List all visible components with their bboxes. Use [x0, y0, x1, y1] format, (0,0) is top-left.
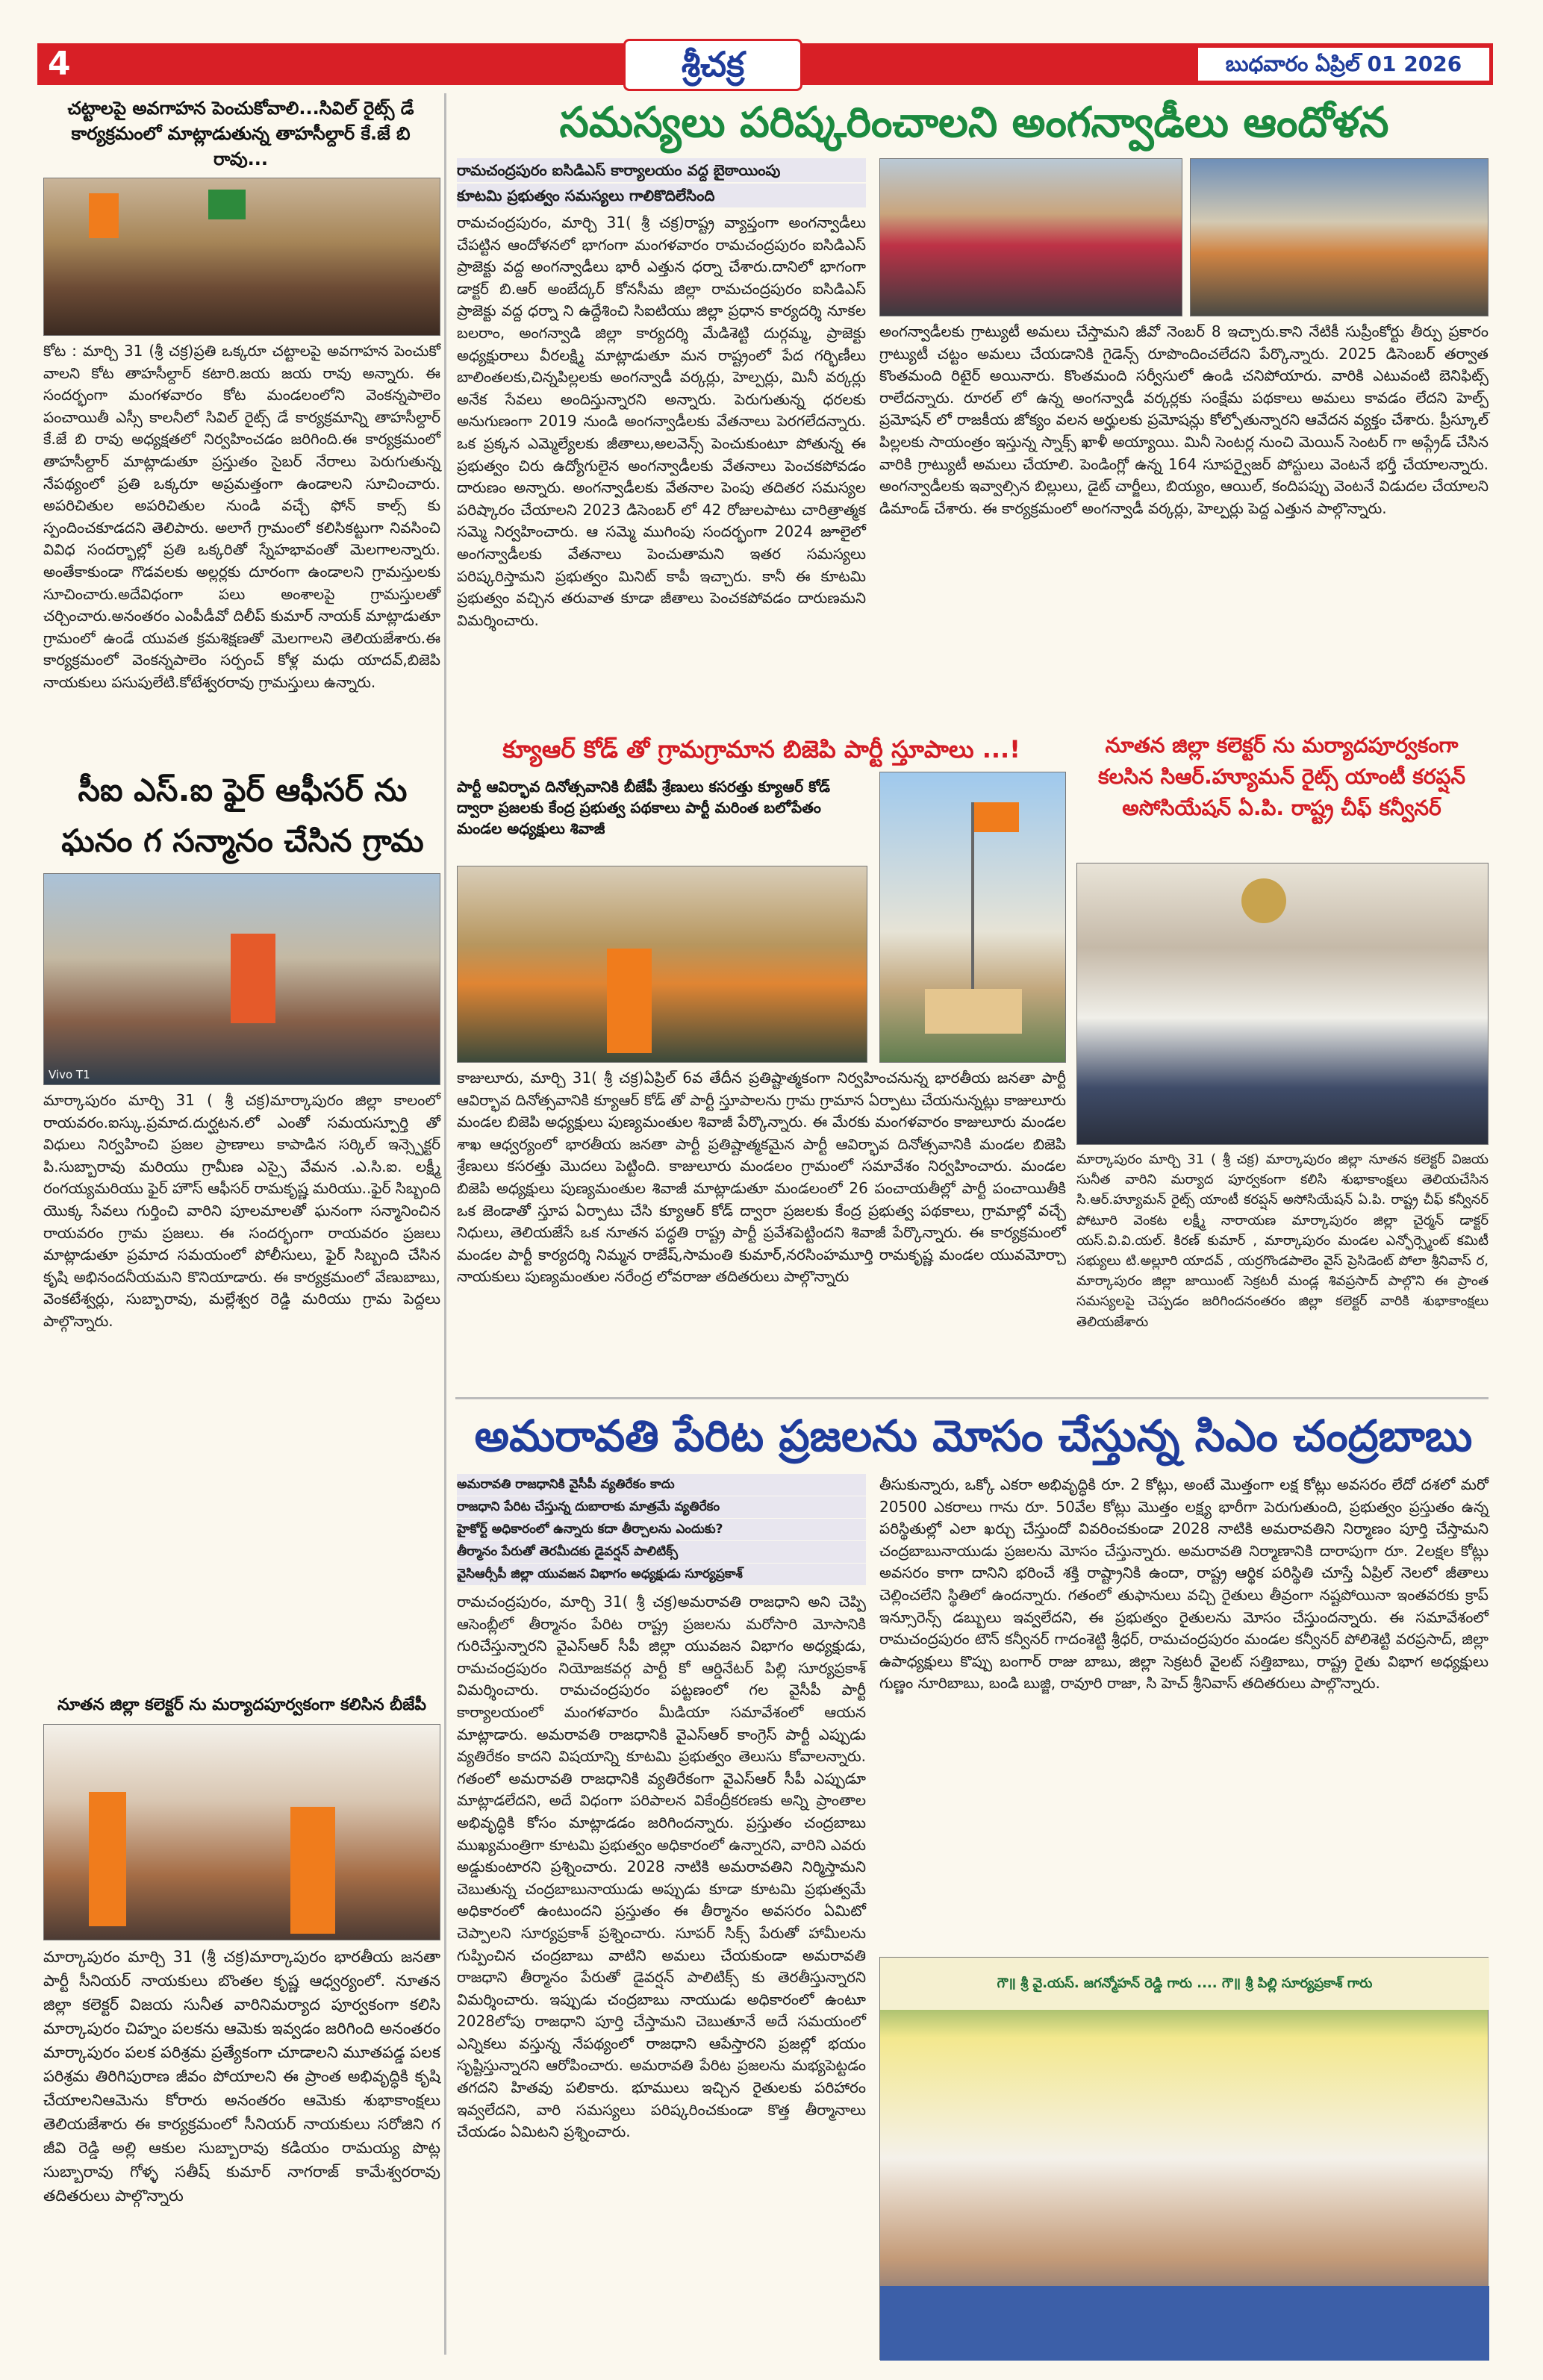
newspaper-logo: శ్రీచక్ర	[623, 39, 802, 91]
amaravati-subhead-5: వైసిఆర్సీపీ జిల్లా యువజన విభాగం అధ్యక్షుడు సూర్యప్రకాశ్	[457, 1564, 866, 1585]
qr-subhead: పార్టీ ఆవిర్భావ దినోత్సవానికి బీజేపీ శ్రేణులు కసరత్తు క్యూఆర్ కోడ్ ద్వారా ప్రజలకు కేంద్ర ప్రభుత్వ పథకాలు పార్టీ మరింత బలోపేతం మండల అధ్యక్షులు శివాజీ	[457, 778, 831, 837]
page-number: 4	[48, 45, 71, 83]
photo-honour-ceremony	[43, 873, 440, 1085]
photo-bjp-collector	[43, 1724, 440, 1940]
story-civil-rights-body: కోట : మార్చి 31 (శ్రీ చక్ర)ప్రతి ఒక్కరూ చట్టాలపై అవగాహన పెంచుకో వాలని కోట తాహసీల్దార్ కటారి.జయ జయ రావు అన్నారు. ఈ సందర్భంగా మంగళవారం కోట మండలంలోని వెంకన్నపాలెం పంచాయితీ ఎస్సీ కాలనీలో సివిల్ రైట్స్ డే కార్యక్రమాన్ని తాహసీల్దార్ కే.జే బి రావు అధ్యక్షతలో నిర్వహించడం జరిగింది.ఈ కార్యక్రమంలో తాహసీల్దార్ మాట్లాడుతూ ప్రస్తుతం సైబర్ నేరాలు పెరుగుతున్న నేపథ్యంలో ప్రతి ఒక్కరూ అప్రమత్తంగా ఉండాలని సూచించారు. అపరిచితుల అపరిచితుల నుండి వచ్చే ఫోన్ కాల్స్ కు స్పందించకూడదని తెలిపారు. అలాగే గ్రామంలో కలిసికట్టుగా నివసించి వివిధ సందర్భాల్లో ప్రతి ఒక్కరితో స్నేహభావంతో మెలగాలన్నారు. అంతేకాకుండా గొడవలకు అల్లర్లకు దూరంగా ఉండాలని గ్రామస్తులకు సూచించారు.అదేవిధంగా పలు అంశాలపై గ్రామస్తులతో చర్చించారు.అనంతరం ఎంపీడీవో దిలీప్ కుమార్ నాయక్ మాట్లాడుతూ గ్రామంలో ఉండే యువత క్రమశిక్షణతో మెలగాలని తెలియజేశారు.ఈ కార్యక్రమంలో వెంకన్నపాలెం సర్పంచ్ కోళ్ల మధు యాదవ్,బిజెపి నాయకులు పసుపులేటి.కోటేశ్వరరావు గ్రామస్తులు ఉన్నారు.	[43, 342, 440, 691]
headline-cisf-honour: సీఐ ఎస్.ఐ ఫైర్ ఆఫీసర్ ను ఘనం గ సన్మానం చేసిన గ్రామ	[61, 772, 424, 859]
photo-collector-visit	[1076, 863, 1489, 1145]
amaravati-subhead-3: హైకోర్ట్ అధికారంలో ఉన్నారు కదా తీర్చాలను ఎందుకు?	[457, 1519, 866, 1540]
section-rule	[455, 1397, 1489, 1399]
headline-amaravati: అమరావతి పేరిట ప్రజలను మోసం చేస్తున్న సిఎం చంద్రబాబు	[474, 1411, 1473, 1461]
photo-watermark: Vivo T1	[49, 1068, 90, 1081]
anganwadi-subhead-1: రామచంద్రపురం ఐసిడిఎస్ కార్యాలయం వద్ద బైఠాయింపు	[457, 158, 866, 182]
photo-anganwadi-office	[1190, 158, 1489, 316]
photo-anganwadi-dharna	[879, 158, 1182, 316]
headline-new-collector: నూతన జిల్లా కలెక్టర్ ను మర్యాదపూర్వకంగా కలసిన సిఆర్.హ్యూమన్ రైట్స్ యాంటీ కరప్షన్ అసోసియేషన్ ఏ.పి. రాష్ట్ర చీఫ్ కన్వీనర్	[1097, 733, 1466, 820]
photo-ysrcp-press-meet	[879, 1957, 1489, 2360]
anganwadi-body-left: రామచంద్రపురం, మార్చి 31( శ్రీ చక్ర)రాష్ట్ర వ్యాప్తంగా అంగన్వాడీలు చేపట్టిన ఆందోళనలో భాగంగా మంగళవారం రామచంద్రపురం ఐసిడిఎస్ ప్రాజెక్టు వద్ద అంగన్వాడీలు భారీ ఎత్తున ధర్నా చేశారు.దానిలో భాగంగా డాక్టర్ బి.ఆర్ అంబేద్కర్ కోనసీమ జిల్లా రామచంద్రపురం ఐసిడిఎస్ ప్రాజెక్టు వద్ద ధర్నా ని ఉద్దేశించి సిఐటియు జిల్లా ప్రధాన కార్యదర్శి నూకల బలరాం, అంగన్వాడి జిల్లా కార్యదర్శి మేడిశెట్టి దుర్గమ్మ, ప్రాజెక్టు అధ్యక్షురాలు వీరలక్ష్మి మాట్లాడుతూ మన రాష్ట్రంలో పేద గర్భిణీలు బాలింతలకు,చిన్నపిల్లలకు అంగన్వాడీ వర్కర్లు, హెల్పర్లు, మినీ వర్కర్లు అనేక సేవలు అందిస్తున్నారని అన్నారు. పెరుగుతున్న ధరలకు అనుగుణంగా 2019 నుండి అంగన్వాడీలకు వేతనాలు పెరగలేదన్నారు. ఒక ప్రక్కన ఎమ్మెల్యేలకు జీతాలు,అలవెన్స్ పెంచుకుంటూ పోతున్న ఈ ప్రభుత్వం చిరు ఉద్యోగులైన అంగన్వాడీలకు వేతనాలు పెంచకపోవడం దారుణం అన్నారు. అంగన్వాడీలకు వేతనాల పెంపు తదితర సమస్యల పరిష్కారం చేయాలని 2023 డిసెంబర్ లో 42 రోజులపాటు చారిత్రాత్మక సమ్మె నిర్వహించారు. ఆ సమ్మె ముగింపు సందర్భంగా 2024 జూలైలో అంగన్వాడీలకు వేతనాలు పెంచుతామని ఇతర సమస్యలు పరిష్కరిస్తామని ప్రభుత్వం మినిట్ కాపీ ఇచ్చారు. కానీ ఈ కూటమి ప్రభుత్వం వచ్చిన తరువాత కూడా జీతాలు పెంచకపోవడం దారుణమని విమర్శించారు.	[457, 213, 866, 629]
story-cisf-body: మార్కాపురం మార్చి 31 ( శ్రీ చక్ర)మార్కాపురం జిల్లా కాలంలో రాయవరం.ఐస్కు.ప్రమాద.దుర్ఘటన.లో ఎంతో సమయస్పూర్తి తో విధులు నిర్వహించి ప్రజల ప్రాణాలు కాపాడిన సర్కిల్ ఇన్స్పెక్టర్ పి.సుబ్బారావు మరియు గ్రామీణ ఎస్సై వేమన .ఎ.సి.ఐ. లక్ష్మీ రంగయ్యమరియు ఫైర్ హౌస్ ఆఫీసర్ రామకృష్ణ మరియు..ఫైర్ సిబ్బంది యొక్క సేవలు గుర్తించి వారిని పూలమాలతో ఘనంగా సన్మానించిన రాయవరం గ్రామ ప్రజలు. ఈ సందర్భంగా రాయవరం ప్రజలు మాట్లాడుతూ ప్రమాద సమయంలో పోలీసులు, ఫైర్ సిబ్బంది చేసిన కృషి అభినందనీయమని కొనియాడారు. ఈ కార్యక్రమంలో వేణుబాబు, వెంకటేశ్వర్లు, సుబ్బారావు, మల్లేశ్వర రెడ్డి మరియు గ్రామ పెద్దలు పాల్గొన్నారు.	[43, 1091, 440, 1330]
anganwadi-subhead-2: కూటమి ప్రభుత్వం సమస్యలు గాలికొదిలేసింది	[457, 184, 866, 207]
amaravati-body-right: తీసుకున్నారు, ఒక్కో ఎకరా అభివృద్ధికి రూ. 2 కోట్లు, అంటే మొత్తంగా లక్ష కోట్లు అవసరం లేదో దశలో మరో 20500 ఎకరాలు గాను రూ. 50వేల కోట్లు మొత్తం లక్ష్య భారీగా పెరుగుతుంది, ప్రభుత్వం ప్రస్తుతం ఉన్న పరిస్థితుల్లో ఎలా ఖర్చు చేస్తుందో వివరించకుండా 2028 నాటికి అమరావతిని నిర్మాణం పూర్తి చేస్తామని చంద్రబాబునాయుడు ప్రజలను మోసం చేస్తున్నారు. అమరావతి నిర్మాణానికి దారాపుగా రూ. 2లక్షల కోట్లు అవసరం కాగా దానిని భరించే శక్తి రాష్ట్రానికి ఉందా, రాష్ట్ర ఆర్థిక పరిస్థితి చూస్తే ఏప్రిల్ నెలలో జీతాలు చెల్లించలేని స్థితిలో ఉందన్నారు. గతంలో తుఫానులు వచ్చి రైతులు తీవ్రంగా నష్టపోయినా ఇంతవరకు క్రాప్ ఇన్సూరెన్స్ డబ్బులు ఇవ్వలేదని, ఈ ప్రభుత్వం రైతులను మోసం చేస్తుందన్నారు. ఈ సమావేశంలో రామచంద్రపురం టౌన్ కన్వీనర్ గాదంశెట్టి శ్రీధర్, రామచంద్రపురం మండల కన్వీనర్ పోలిశెట్టి వరప్రసాద్, జిల్లా ఉపాధ్యక్షులు కొప్పు బంగార్ రాజు బాబు, జిల్లా సెక్రటరీ వైలట్ సత్తిబాబు, రాష్ట్ర రైతు విభాగ అధ్యక్షులు గుణ్ణం నూరిబాబు, బండి బుజ్జి, రావూరి రాజా, సి హెచ్ శ్రీనివాస్ తదితరులు పాల్గొన్నారు.	[879, 1475, 1489, 1693]
amaravati-subhead-2: రాజధాని పేరిట చేస్తున్న దుబారాకు మాత్రమే వ్యతిరేకం	[457, 1496, 866, 1518]
anganwadi-body-right: అంగన్వాడీలకు గ్రాట్యుటీ అమలు చేస్తామని జీవో నెంబర్ 8 ఇచ్చారు.కాని నేటికీ సుప్రీంకోర్టు తీర్పు ప్రకారం గ్రాట్యుటీ చట్టం అమలు చేయడానికి గైడెన్స్ రూపొందించలేదని పేర్కొన్నారు. 2025 డిసెంబర్ తర్వాత కొంతమంది రిటైర్ అయినారు. కొంతమంది సర్వీసులో ఉండి చనిపోయారు. వారికి ఎటువంటి బెనిఫిట్స్ రాలేదన్నారు. రూరల్ లో ఉన్న అంగన్వాడీ వర్కర్లకు సంక్షేమ పథకాలు అమలు కావడం లేదని హెల్ప్ ప్రమోషన్ లో రాజకీయ జోక్యం వలన అర్హులకు ప్రమోషన్లు కోల్పోతున్నారని ఆవేదన వ్యక్తం చేశారు. ప్రీస్కూల్ పిల్లలకు సాయంత్రం ఇస్తున్న స్నాక్స్ ఖాళీ అయ్యాయి. మినీ సెంటర్ల నుంచి మెయిన్ సెంటర్ గా అప్గ్రేడ్ చేసిన వారికి గ్రాట్యుటీ అమలు చేయాలి. పెండింగ్లో ఉన్న 164 సూపర్వైజర్ పోస్టులు వెంటనే భర్తీ చేయాలన్నారు. అంగన్వాడీలకు ఇవ్వాల్సిన బిల్లులు, డైట్ చార్జీలు, బియ్యం, ఆయిల్, కందిపప్పు వెంటనే విడుదల చేయాలని డిమాండ్ చేశారు. ఈ కార్యక్రమంలో అంగన్వాడీ వర్కర్లు, హెల్పర్లు పెద్ద ఎత్తున పాల్గొన్నారు.	[879, 322, 1489, 517]
photo-bjp-meeting	[457, 866, 867, 1063]
headline-bjp-collector: నూతన జిల్లా కలెక్టర్ ను మర్యాదపూర్వకంగా కలిసిన బీజేపీ	[57, 1696, 426, 1714]
story-bjp-collector-body: మార్కాపురం మార్చి 31 (శ్రీ చక్ర)మార్కాపురం భారతీయ జనతా పార్టీ సీనియర్ నాయకులు బొంతల కృష్ణ ఆధ్వర్యంలో. నూతన జిల్లా కలెక్టర్ విజయ సునీత వారినిమర్యాద పూర్వకంగా కలిసి మార్కాపురం చిహ్నం పలకను ఆమెకు ఇవ్వడం జరిగింది అనంతరం మార్కాపురం పలక పరిశ్రమ ప్రత్యేకంగా చూడాలని మూతపడ్డ పలక పరిశ్రమ తిరిగిపురాణ జీవం పోయాలని ఈ ప్రాంత అభివృద్ధికి కృషి చేయాలనిఆమెను కోరారు అనంతరం ఆమెకు శుభాకాంక్షలు తెలియజేశారు ఈ కార్యక్రమంలో సీనియర్ నాయకులు సరోజిని గ జీవి రెడ్డి అల్లి ఆకుల సుబ్బారావు కడియం రామయ్య పొట్ల సుబ్బారావు గోళ్ళ సతీష్ కుమార్ నాగరాజ్ కామేశ్వరరావు తదితరులు పాల్గొన్నారు	[43, 1948, 440, 2205]
photo-civil-rights-meeting	[43, 178, 440, 336]
headline-civil-rights: చట్టాలపై అవగాహన పెంచుకోవాలి...సివిల్ రైట్స్ డే కార్యక్రమంలో మాట్లాడుతున్న తాహసీల్దార్ కే.జే బి రావు...	[67, 98, 414, 169]
headline-anganwadi: సమస్యలు పరిష్కరించాలని అంగన్వాడీలు ఆందోళన	[559, 99, 1389, 147]
new-collector-body: మార్కాపురం మార్చి 31 ( శ్రీ చక్ర) మార్కాపురం జిల్లా నూతన కలెక్టర్ విజయ సునీత వారిని మర్యాద పూర్వకంగా కలిసి శుభాకాంక్షలు తెలియచేసిన సి.ఆర్.హ్యూమన్ రైట్స్ యాంటీ కరప్షన్ అసోసియేషన్ ఏ.పి. రాష్ట్ర చీఫ్ కన్వీనర్ పోటూరి వెంకట లక్ష్మీ నారాయణ మార్కాపురం జిల్లా చైర్మన్ డాక్టర్ యస్.వి.వి.యల్. కిరణ్ కుమార్ , మార్కాపురం మండల ఎన్ఫోర్స్మెంట్ కమిటీ సభ్యులు టి.అల్లూరి యాదవ్ , యర్రగొండపాలెం వైస్ ప్రెసిడెంట్ పోలా శ్రీనివాస్ ర, మార్కాపురం జిల్లా జాయింట్ సెక్రటరీ మండ్ల శివప్రసాద్ పాల్గొని ఈ ప్రాంత సమస్యలపై చెప్పడం జరిగిందనంతరం జిల్లా కలెక్టర్ వారికి శుభాకాంక్షలు తెలియజేశారు	[1076, 1152, 1489, 1330]
issue-date: బుధవారం ఏప్రిల్ 01 2026	[1198, 48, 1489, 81]
photo-banner-text: గౌ॥ శ్రీ వై.యస్. జగన్మోహన్ రెడ్డి గారు .... గౌ॥ శ్రీ పిల్లి సూర్యప్రకాశ్ గారు	[880, 1958, 1489, 2010]
amaravati-body-left: రామచంద్రపురం, మార్చి 31( శ్రీ చక్ర)అమరావతి రాజధాని అని చెప్పి ఆసెంబ్లీలో తీర్మానం పేరిట రాష్ట్ర ప్రజలను మరోసారి మోసానికి గురిచేస్తున్నారని వైఎస్ఆర్ సీపీ జిల్లా యువజన విభాగం అధ్యక్షుడు, రామచంద్రపురం నియోజకవర్గ పార్టీ కో ఆర్డినేటర్ పిల్లి సూర్యప్రకాశ్ విమర్శించారు. రామచంద్రపురం పట్టణంలో గల వైసీపీ పార్టీ కార్యాలయంలో మంగళవారం మీడియా సమావేశంలో ఆయన మాట్లాడారు. అమరావతి రాజధానికి వైఎస్ఆర్ కాంగ్రెస్ పార్టీ ఎప్పుడు వ్యతిరేకం కాదని విషయాన్ని కూటమి ప్రభుత్వం తెలుసు కోవాలన్నారు. గతంలో అమరావతి రాజధానికి వ్యతిరేకంగా వైఎస్ఆర్ సీపీ ఎప్పుడూ మాట్లాడలేదని, అదే విధంగా పరిపాలన వికేంద్రీకరణకు అన్ని ప్రాంతాల అభివృద్ధికి కోసం మాట్లాడడం జరిగిందన్నారు. ప్రస్తుతం చంద్రబాబు ముఖ్యమంత్రిగా కూటమి ప్రభుత్వం అధికారంలో ఉన్నారని, వారిని ఎవరు అడ్డుకుంటారని ప్రశ్నించారు. 2028 నాటికి అమరావతిని నిర్మిస్తామని చెబుతున్న చంద్రబాబునాయుడు అప్పుడు కూడా కూటమి ప్రభుత్వమే అధికారంలో ఉంటుందని ప్రస్తుతం ఈ తీర్మానం అవసరం ఏమిటో చెప్పాలని సూర్యప్రకాశ్ ప్రశ్నించారు. సూపర్ సిక్స్ పేరుతో హామీలను గుప్పించిన చంద్రబాబు వాటిని అమలు చేయకుండా అమరావతి రాజధాని తీర్మానం పేరుతో డైవర్షన్ పాలిటిక్స్ కు తెరతీస్తున్నారని విమర్శించారు. ఇప్పుడు చంద్రబాబు నాయుడు అధికారంలో ఉంటూ 2028లోపు రాజధాని పూర్తి చేస్తామని చెబుతూనే అదే సమయంలో ఎన్నికలు వస్తున్న నేపథ్యంలో రాజధాని ఆపేస్తారని ప్రజల్లో భయం సృష్టిస్తున్నారని ఆరోపించారు. అమరావతి పేరిట ప్రజలను మభ్యపెట్టడం తగదని హితవు పలికారు. భూములు ఇచ్చిన రైతులకు పరిహారం ఇవ్వలేదని, వారి సమస్యలు పరిష్కరించకుండా కొత్త తీర్మానాలు చేయడం ఏమిటని ప్రశ్నించారు.	[457, 1593, 866, 2141]
photo-bjp-stupa	[879, 772, 1066, 1063]
headline-qr-stupas: క్యూఆర్ కోడ్ తో గ్రామగ్రామాన బిజెపి పార్టీ స్తూపాలు ...!	[502, 735, 1020, 763]
amaravati-subhead-4: తీర్మానం పేరుతో తెరమీదకు డైవర్షన్ పాలిటిక్స్	[457, 1541, 866, 1563]
qr-body: కాజులూరు, మార్చి 31( శ్రీ చక్ర)ఏప్రిల్ 6వ తేదీన ప్రతిష్టాత్మకంగా నిర్వహించనున్న భారతీయ జనతా పార్టీ ఆవిర్భావ దినోత్సవానికి క్యూఆర్ కోడ్ తో పార్టీ స్తూపాలను గ్రామ గ్రామాన ఏర్పాటు చేయనున్నట్లు కాజులూరు మండల బిజెపి అధ్యక్షులు పుణ్యమంతుల శివాజీ పేర్కొన్నారు. ఈ మేరకు మంగళవారం కాజులూరు మండల శాఖ ఆధ్వర్యంలో భారతీయ జనతా పార్టీ ప్రతిష్టాత్మకమైన పార్టీ ఆవిర్భావ దినోత్సవానికి మండల బిజెపి శ్రేణులు కసరత్తు మొదలు పెట్టింది. కాజులూరు మండలం గ్రామంలో సమావేశం నిర్వహించారు. మండల బిజెపి అధ్యక్షులు పుణ్యమంతుల శివాజీ మాట్లాడుతూ మండలంలో 26 పంచాయతీల్లో పార్టీ పంచాయితీకి ఒక జెండాతో స్తూప ఏర్పాటు చేసి క్యూఆర్ కోడ్ ద్వారా ప్రజలకు కేంద్ర ప్రభుత్వ పథకాలు, గ్రామాల్లో వచ్చే నిధులు, తెలియజేసే ఒక నూతన పద్ధతి రాష్ట్ర పార్టీ ప్రవేశపెట్టిందని శివాజీ పేర్కొన్నారు. ఈ కార్యక్రమంలో మండల పార్టీ కార్యదర్శి నిమ్మన రాజేష్,సామంతి కుమార్,నరసింహమూర్తి రామకృష్ణ మండల యువమోర్చా నాయకులు పుణ్యమంతుల నరేంద్ర లోవరాజు తదితరులు పాల్గొన్నారు	[457, 1069, 1066, 1286]
amaravati-subhead-1: అమరావతి రాజధానికి వైసీపీ వ్యతిరేకం కాదు	[457, 1474, 866, 1496]
column-rule	[444, 93, 446, 2355]
